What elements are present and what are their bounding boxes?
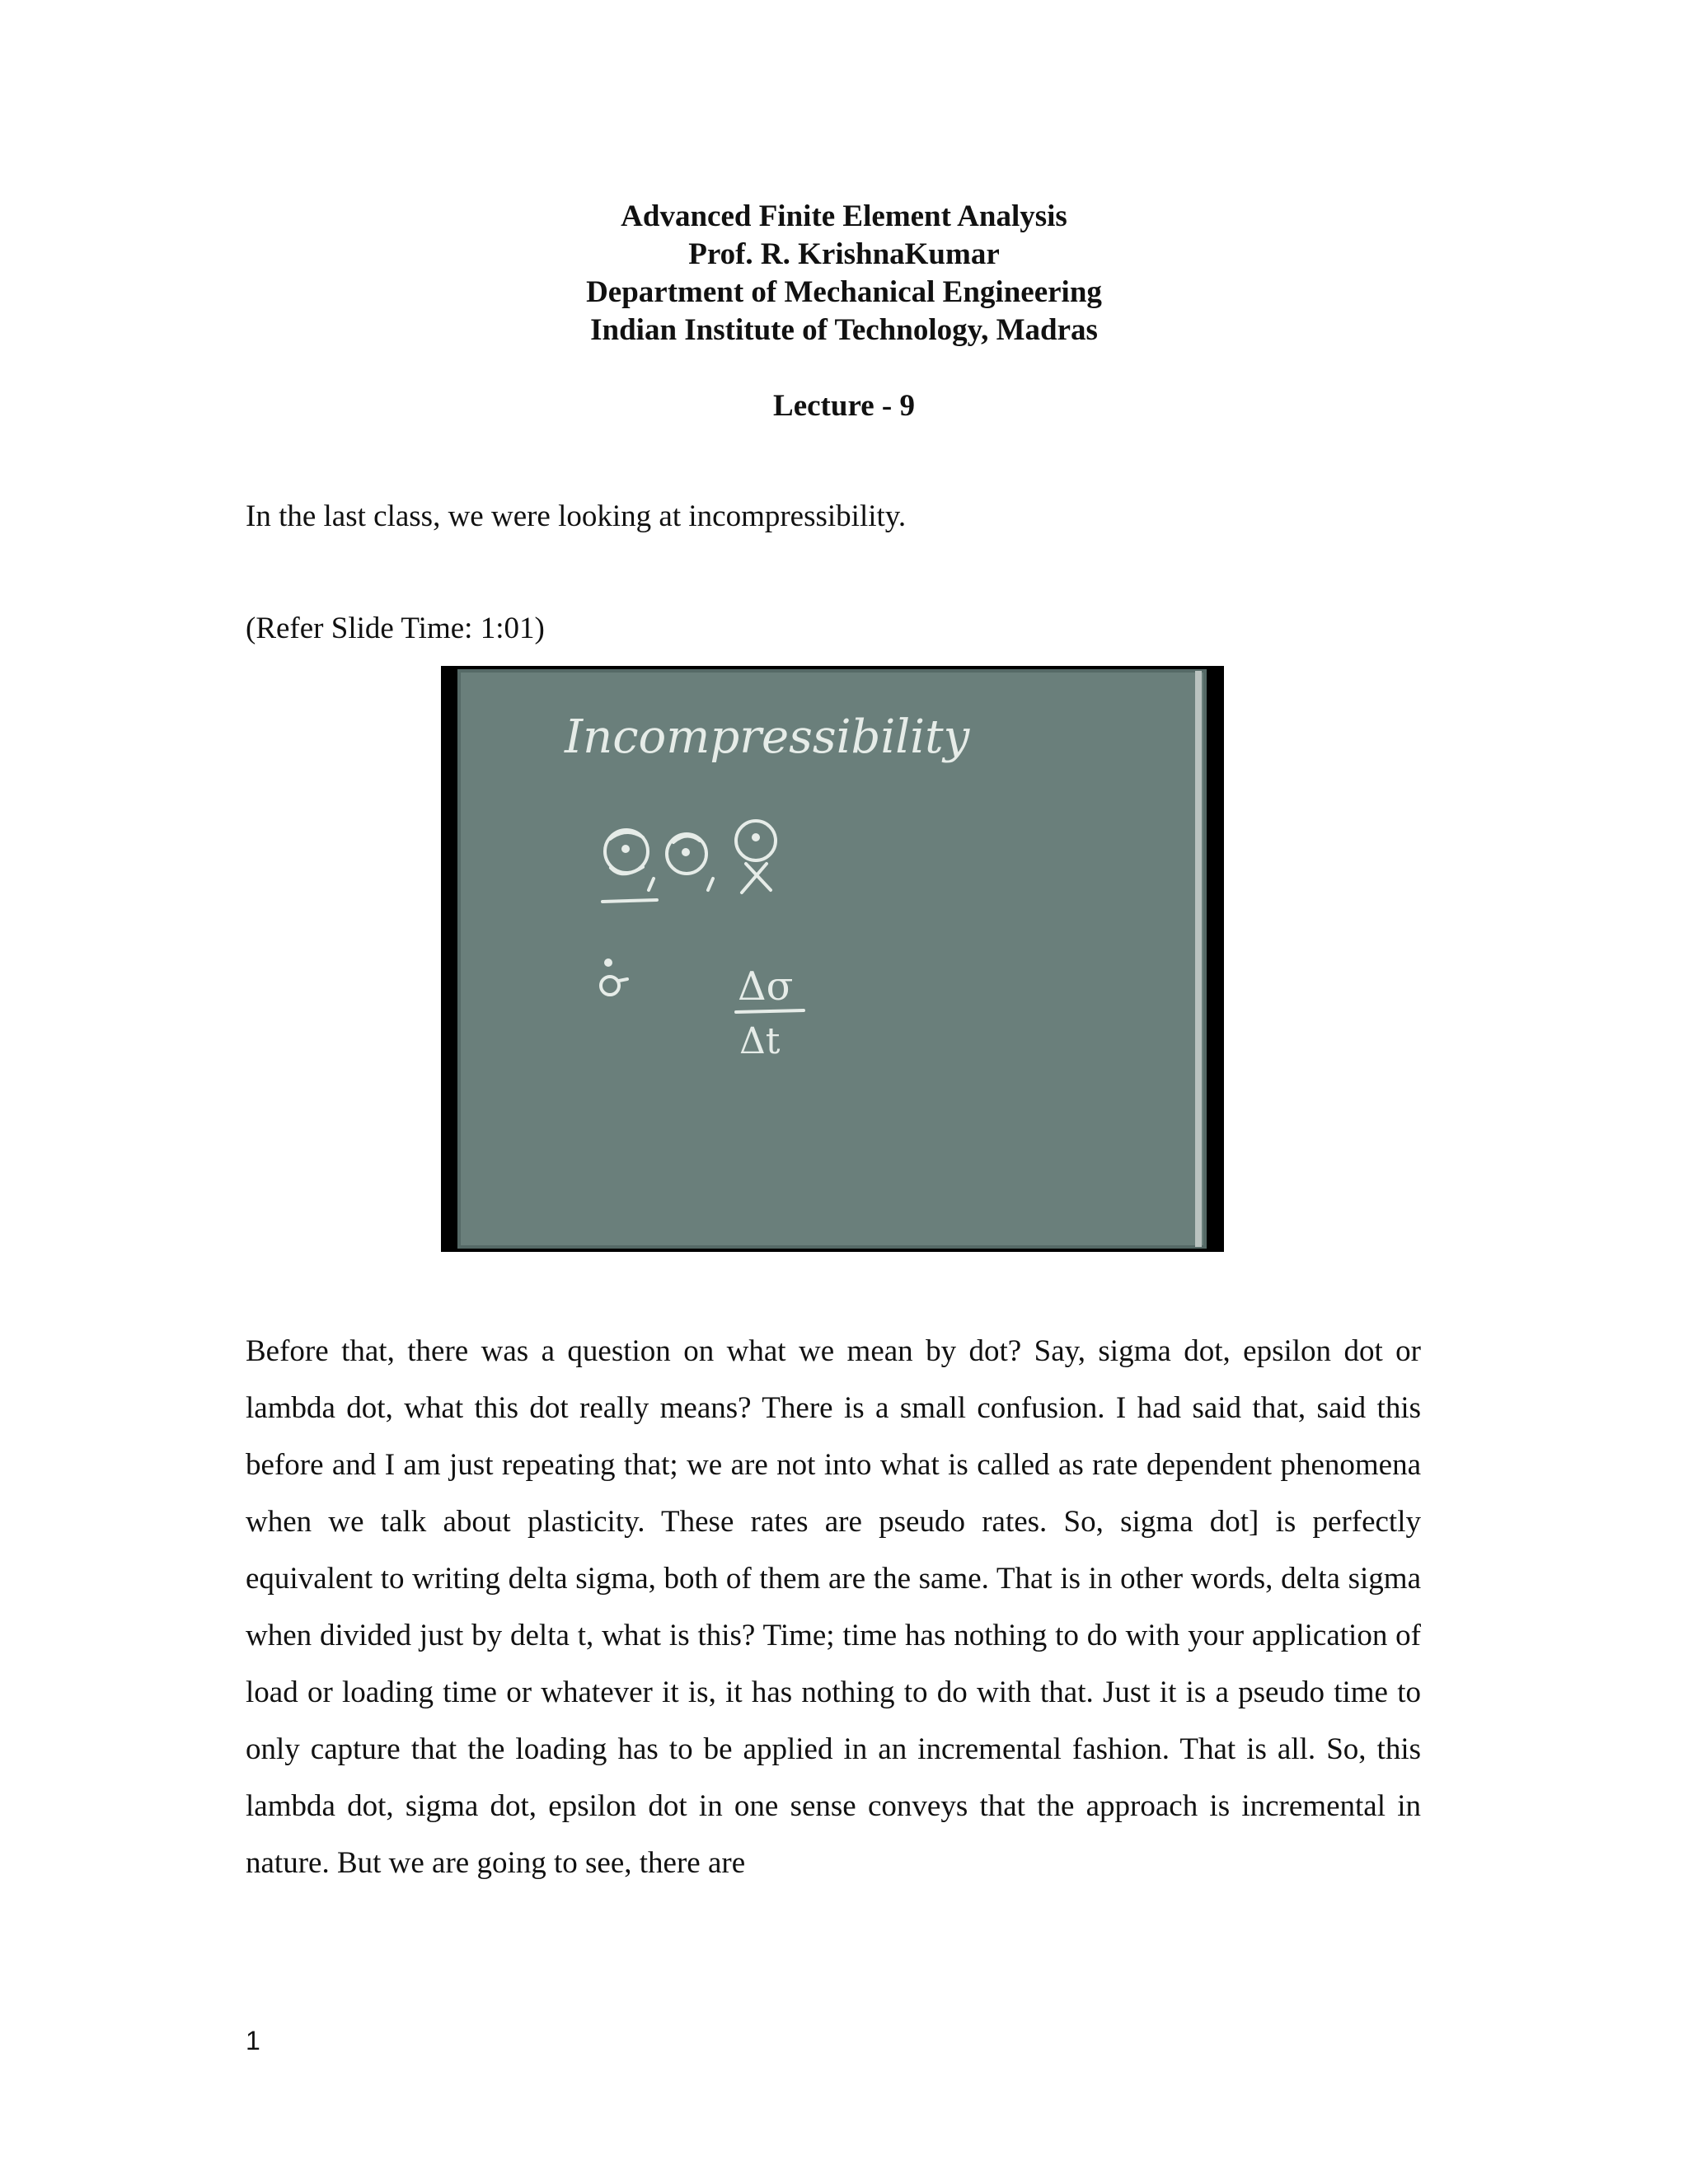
chalkboard-svg: [441, 666, 1224, 1252]
professor-name: Prof. R. KrishnaKumar: [688, 237, 1000, 271]
lecture-number: Lecture - 9: [773, 389, 915, 423]
institute-name: Indian Institute of Technology, Madras: [590, 313, 1098, 347]
slide-reference: (Refer Slide Time: 1:01): [246, 612, 545, 645]
lecture-slide-image: [441, 666, 1224, 1252]
page-number: 1: [246, 2026, 260, 2055]
department-name: Department of Mechanical Engineering: [586, 275, 1102, 309]
handwritten-denominator: Δt: [739, 1020, 781, 1062]
intro-text: In the last class, we were looking at incompressibility.: [246, 499, 907, 533]
board-edge: [1195, 671, 1202, 1247]
course-title: Advanced Finite Element Analysis: [621, 199, 1067, 233]
handwritten-title: Incompressibility: [565, 710, 970, 764]
body-paragraph: Before that, there was a question on what we mean by dot? Say, sigma dot, epsilon dot or lambda dot, what this dot really means? There is a small confusion. I had said that, said this before and I am just repeating that; we are not into what is called as rate dependent phenomena when we talk about plasticity. These rates are pseudo rates. So, sigma dot] is perfectly equivalent to writing delta sigma, both of them are the same. That is in other words, delta sigma when divided just by delta t, what is this? Time; time has nothing to do with your application of load or loading time or whatever it is, it has nothing to do with that. Just it is a pseudo time to only capture that the loading has to be applied in an incremental fashion. That is all. So, this lambda dot, sigma dot, epsilon dot in one sense conveys that the approach is incremental in nature. But we are going to see, there are: [246, 1334, 1421, 1880]
document-header: [0, 198, 1688, 425]
handwritten-numerator: Δσ: [738, 963, 794, 1010]
